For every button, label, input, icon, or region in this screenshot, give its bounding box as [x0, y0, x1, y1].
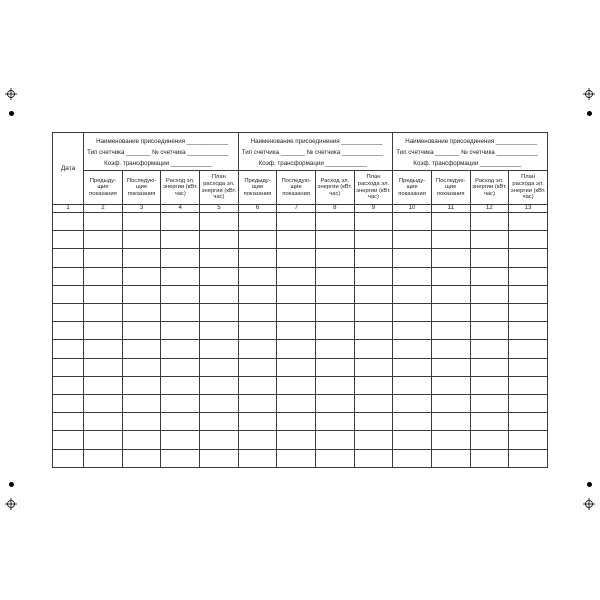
reading-entry-cell[interactable] — [84, 322, 123, 340]
reading-entry-cell[interactable] — [84, 304, 123, 322]
reading-entry-cell[interactable] — [315, 231, 354, 249]
reading-entry-cell[interactable] — [161, 449, 200, 467]
reading-entry-cell[interactable] — [238, 376, 277, 394]
reading-entry-cell[interactable] — [470, 304, 509, 322]
readings-body — [53, 213, 548, 468]
reading-entry-cell[interactable] — [122, 449, 161, 467]
column-number: 12 — [470, 205, 509, 213]
reading-entry-cell[interactable] — [509, 395, 548, 413]
registration-dot-icon — [9, 111, 14, 116]
reading-entry-cell[interactable] — [122, 267, 161, 285]
reading-entry-cell[interactable] — [393, 249, 432, 267]
reading-entry-cell[interactable] — [315, 267, 354, 285]
reading-entry-cell[interactable] — [315, 213, 354, 231]
reading-entry-cell[interactable] — [354, 285, 393, 303]
reading-entry-cell[interactable] — [238, 395, 277, 413]
reading-entry-cell[interactable] — [200, 249, 239, 267]
registration-dot-icon — [587, 111, 592, 116]
reading-entry-cell[interactable] — [509, 285, 548, 303]
table-row — [53, 395, 548, 413]
reading-entry-cell[interactable] — [238, 340, 277, 358]
reading-entry-cell[interactable] — [277, 395, 316, 413]
meter-type-line: Тип счетчика _______ № счетчика ____________ — [396, 149, 538, 156]
reading-entry-cell[interactable] — [509, 322, 548, 340]
previous-readings-header: Предыду-щие показания — [84, 171, 123, 205]
reading-entry-cell[interactable] — [354, 376, 393, 394]
reading-entry-cell[interactable] — [84, 358, 123, 376]
meter-readings-table — [52, 132, 548, 468]
date-entry-cell[interactable] — [53, 340, 84, 358]
table-row — [53, 358, 548, 376]
reading-entry-cell[interactable] — [393, 285, 432, 303]
column-number: 6 — [238, 205, 277, 213]
planned-consumption-header: План расхода эл. энергии (кВт. час) — [354, 171, 393, 205]
reading-entry-cell[interactable] — [354, 231, 393, 249]
energy-consumption-header: Расход эл. энергии (кВт. час) — [470, 171, 509, 205]
previous-readings-header: Предыду-щие показания — [393, 171, 432, 205]
reading-entry-cell[interactable] — [315, 249, 354, 267]
reading-entry-cell[interactable] — [393, 213, 432, 231]
crosshair-mark-icon — [583, 498, 595, 510]
reading-entry-cell[interactable] — [315, 449, 354, 467]
reading-entry-cell[interactable] — [200, 213, 239, 231]
connection-name-line: Наименование присоединения ____________ — [96, 138, 229, 145]
reading-entry-cell[interactable] — [354, 322, 393, 340]
reading-entry-cell[interactable] — [431, 249, 470, 267]
reading-entry-cell[interactable] — [200, 322, 239, 340]
reading-entry-cell[interactable] — [277, 358, 316, 376]
reading-entry-cell[interactable] — [122, 249, 161, 267]
table-row — [53, 449, 548, 467]
reading-entry-cell[interactable] — [354, 267, 393, 285]
reading-entry-cell[interactable] — [238, 413, 277, 431]
reading-entry-cell[interactable] — [277, 231, 316, 249]
reading-entry-cell[interactable] — [277, 340, 316, 358]
table-row — [53, 249, 548, 267]
column-number: 2 — [84, 205, 123, 213]
reading-entry-cell[interactable] — [277, 267, 316, 285]
table-row — [53, 376, 548, 394]
reading-entry-cell[interactable] — [122, 340, 161, 358]
reading-entry-cell[interactable] — [509, 413, 548, 431]
reading-entry-cell[interactable] — [315, 285, 354, 303]
column-number: 13 — [509, 205, 548, 213]
registration-dot-icon — [9, 482, 14, 487]
reading-entry-cell[interactable] — [393, 340, 432, 358]
next-readings-header: Последую-щие показания — [122, 171, 161, 205]
date-entry-cell[interactable] — [53, 231, 84, 249]
reading-entry-cell[interactable] — [161, 395, 200, 413]
reading-entry-cell[interactable] — [238, 267, 277, 285]
reading-entry-cell[interactable] — [277, 249, 316, 267]
reading-entry-cell[interactable] — [431, 267, 470, 285]
table-row — [53, 340, 548, 358]
reading-entry-cell[interactable] — [84, 340, 123, 358]
reading-entry-cell[interactable] — [509, 267, 548, 285]
reading-entry-cell[interactable] — [84, 231, 123, 249]
reading-entry-cell[interactable] — [161, 267, 200, 285]
reading-entry-cell[interactable] — [354, 340, 393, 358]
date-entry-cell[interactable] — [53, 249, 84, 267]
table-row — [53, 431, 548, 449]
date-entry-cell[interactable] — [53, 304, 84, 322]
reading-entry-cell[interactable] — [238, 231, 277, 249]
reading-entry-cell[interactable] — [200, 304, 239, 322]
reading-entry-cell[interactable] — [238, 304, 277, 322]
table-row — [53, 267, 548, 285]
date-entry-cell[interactable] — [53, 285, 84, 303]
reading-entry-cell[interactable] — [315, 304, 354, 322]
reading-entry-cell[interactable] — [200, 285, 239, 303]
column-number: 8 — [315, 205, 354, 213]
reading-entry-cell[interactable] — [277, 285, 316, 303]
reading-entry-cell[interactable] — [393, 322, 432, 340]
crosshair-mark-icon — [5, 88, 17, 100]
reading-entry-cell[interactable] — [122, 358, 161, 376]
reading-entry-cell[interactable] — [509, 304, 548, 322]
reading-entry-cell[interactable] — [470, 340, 509, 358]
reading-entry-cell[interactable] — [161, 358, 200, 376]
column-number: 4 — [161, 205, 200, 213]
reading-entry-cell[interactable] — [122, 285, 161, 303]
reading-entry-cell[interactable] — [431, 340, 470, 358]
crosshair-mark-icon — [583, 88, 595, 100]
connection-name-line: Наименование присоединения ____________ — [250, 138, 383, 145]
reading-entry-cell[interactable] — [393, 267, 432, 285]
reading-entry-cell[interactable] — [509, 249, 548, 267]
reading-entry-cell[interactable] — [122, 322, 161, 340]
reading-entry-cell[interactable] — [354, 358, 393, 376]
reading-entry-cell[interactable] — [470, 413, 509, 431]
column-number: 9 — [354, 205, 393, 213]
reading-entry-cell[interactable] — [470, 249, 509, 267]
reading-entry-cell[interactable] — [470, 231, 509, 249]
reading-entry-cell[interactable] — [84, 395, 123, 413]
reading-entry-cell[interactable] — [431, 304, 470, 322]
date-entry-cell[interactable] — [53, 267, 84, 285]
column-number: 7 — [277, 205, 316, 213]
reading-entry-cell[interactable] — [277, 449, 316, 467]
reading-entry-cell[interactable] — [509, 231, 548, 249]
table-row — [53, 413, 548, 431]
date-entry-cell[interactable] — [53, 213, 84, 231]
reading-entry-cell[interactable] — [161, 213, 200, 231]
registration-dot-icon — [587, 482, 592, 487]
reading-entry-cell[interactable] — [470, 285, 509, 303]
reading-entry-cell[interactable] — [393, 395, 432, 413]
reading-entry-cell[interactable] — [200, 413, 239, 431]
reading-entry-cell[interactable] — [277, 376, 316, 394]
column-number: 5 — [200, 205, 239, 213]
reading-entry-cell[interactable] — [277, 431, 316, 449]
planned-consumption-header: План расхода эл. энергии (кВт. час) — [509, 171, 548, 205]
energy-consumption-header: Расход эл. энергии (кВт. час) — [161, 171, 200, 205]
reading-entry-cell[interactable] — [354, 449, 393, 467]
reading-entry-cell[interactable] — [161, 322, 200, 340]
reading-entry-cell[interactable] — [431, 213, 470, 231]
reading-entry-cell[interactable] — [84, 285, 123, 303]
reading-entry-cell[interactable] — [122, 231, 161, 249]
next-readings-header: Последую-щие показания — [431, 171, 470, 205]
crosshair-mark-icon — [5, 498, 17, 510]
reading-entry-cell[interactable] — [431, 358, 470, 376]
reading-entry-cell[interactable] — [470, 395, 509, 413]
reading-entry-cell[interactable] — [393, 304, 432, 322]
reading-entry-cell[interactable] — [315, 413, 354, 431]
reading-entry-cell[interactable] — [238, 322, 277, 340]
reading-entry-cell[interactable] — [238, 213, 277, 231]
reading-entry-cell[interactable] — [509, 376, 548, 394]
reading-entry-cell[interactable] — [393, 376, 432, 394]
next-readings-header: Последую-щие показания — [277, 171, 316, 205]
reading-entry-cell[interactable] — [277, 413, 316, 431]
reading-entry-cell[interactable] — [200, 358, 239, 376]
column-number: 1 — [53, 205, 84, 213]
reading-entry-cell[interactable] — [122, 376, 161, 394]
reading-entry-cell[interactable] — [122, 213, 161, 231]
reading-entry-cell[interactable] — [315, 431, 354, 449]
table-row — [53, 231, 548, 249]
energy-consumption-header: Расход эл. энергии (кВт. час) — [315, 171, 354, 205]
reading-entry-cell[interactable] — [470, 376, 509, 394]
reading-entry-cell[interactable] — [161, 231, 200, 249]
reading-entry-cell[interactable] — [122, 413, 161, 431]
reading-entry-cell[interactable] — [277, 322, 316, 340]
reading-entry-cell[interactable] — [161, 340, 200, 358]
reading-entry-cell[interactable] — [354, 395, 393, 413]
reading-entry-cell[interactable] — [354, 304, 393, 322]
reading-entry-cell[interactable] — [238, 358, 277, 376]
reading-entry-cell[interactable] — [354, 249, 393, 267]
date-column-header: Дата — [53, 133, 84, 205]
reading-entry-cell[interactable] — [431, 285, 470, 303]
reading-entry-cell[interactable] — [161, 285, 200, 303]
reading-entry-cell[interactable] — [200, 431, 239, 449]
planned-consumption-header: План расхода эл. энергии (кВт. час) — [200, 171, 239, 205]
reading-entry-cell[interactable] — [238, 431, 277, 449]
reading-entry-cell[interactable] — [431, 413, 470, 431]
transformation-coef-line: Коэф. трансформации ____________ — [413, 160, 522, 167]
reading-entry-cell[interactable] — [470, 322, 509, 340]
date-entry-cell[interactable] — [53, 431, 84, 449]
reading-entry-cell[interactable] — [431, 449, 470, 467]
reading-entry-cell[interactable] — [393, 449, 432, 467]
connection-header-group-1 — [84, 133, 239, 171]
column-number: 11 — [431, 205, 470, 213]
reading-entry-cell[interactable] — [393, 358, 432, 376]
reading-entry-cell[interactable] — [84, 249, 123, 267]
reading-entry-cell[interactable] — [315, 376, 354, 394]
reading-entry-cell[interactable] — [200, 395, 239, 413]
date-entry-cell[interactable] — [53, 376, 84, 394]
reading-entry-cell[interactable] — [161, 249, 200, 267]
meter-type-line: Тип счетчика _______ № счетчика ____________ — [87, 149, 229, 156]
reading-entry-cell[interactable] — [470, 431, 509, 449]
reading-entry-cell[interactable] — [315, 395, 354, 413]
reading-entry-cell[interactable] — [161, 376, 200, 394]
reading-entry-cell[interactable] — [470, 213, 509, 231]
connection-header-group-3 — [393, 133, 548, 171]
transformation-coef-line: Коэф. трансформации ____________ — [258, 160, 367, 167]
reading-entry-cell[interactable] — [200, 376, 239, 394]
reading-entry-cell[interactable] — [277, 304, 316, 322]
connection-name-line: Наименование присоединения ____________ — [405, 138, 538, 145]
reading-entry-cell[interactable] — [431, 322, 470, 340]
date-entry-cell[interactable] — [53, 395, 84, 413]
table-row — [53, 213, 548, 231]
reading-entry-cell[interactable] — [238, 449, 277, 467]
reading-entry-cell[interactable] — [315, 358, 354, 376]
reading-entry-cell[interactable] — [354, 413, 393, 431]
reading-entry-cell[interactable] — [509, 431, 548, 449]
reading-entry-cell[interactable] — [354, 213, 393, 231]
reading-entry-cell[interactable] — [470, 267, 509, 285]
reading-entry-cell[interactable] — [509, 340, 548, 358]
table-row — [53, 285, 548, 303]
reading-entry-cell[interactable] — [470, 358, 509, 376]
reading-entry-cell[interactable] — [200, 267, 239, 285]
reading-entry-cell[interactable] — [84, 376, 123, 394]
reading-entry-cell[interactable] — [393, 431, 432, 449]
transformation-coef-line: Коэф. трансформации ____________ — [104, 160, 213, 167]
reading-entry-cell[interactable] — [84, 431, 123, 449]
reading-entry-cell[interactable] — [315, 340, 354, 358]
column-number: 3 — [122, 205, 161, 213]
reading-entry-cell[interactable] — [161, 431, 200, 449]
meter-type-line: Тип счетчика _______ № счетчика ____________ — [241, 149, 384, 156]
reading-entry-cell[interactable] — [315, 322, 354, 340]
date-entry-cell[interactable] — [53, 322, 84, 340]
reading-entry-cell[interactable] — [200, 231, 239, 249]
reading-entry-cell[interactable] — [84, 413, 123, 431]
reading-entry-cell[interactable] — [393, 231, 432, 249]
reading-entry-cell[interactable] — [431, 376, 470, 394]
table-row — [53, 322, 548, 340]
date-entry-cell[interactable] — [53, 358, 84, 376]
column-number: 10 — [393, 205, 432, 213]
reading-entry-cell[interactable] — [200, 449, 239, 467]
reading-entry-cell[interactable] — [431, 395, 470, 413]
reading-entry-cell[interactable] — [470, 449, 509, 467]
reading-entry-cell[interactable] — [161, 304, 200, 322]
reading-entry-cell[interactable] — [509, 449, 548, 467]
reading-entry-cell[interactable] — [161, 413, 200, 431]
date-entry-cell[interactable] — [53, 413, 84, 431]
date-entry-cell[interactable] — [53, 449, 84, 467]
reading-entry-cell[interactable] — [122, 395, 161, 413]
reading-entry-cell[interactable] — [200, 340, 239, 358]
previous-readings-header: Предыду-щие показания — [238, 171, 277, 205]
reading-entry-cell[interactable] — [122, 431, 161, 449]
reading-entry-cell[interactable] — [509, 358, 548, 376]
reading-entry-cell[interactable] — [431, 431, 470, 449]
reading-entry-cell[interactable] — [122, 304, 161, 322]
reading-entry-cell[interactable] — [84, 449, 123, 467]
reading-entry-cell[interactable] — [84, 213, 123, 231]
reading-entry-cell[interactable] — [277, 213, 316, 231]
reading-entry-cell[interactable] — [509, 213, 548, 231]
reading-entry-cell[interactable] — [354, 431, 393, 449]
connection-header-group-2 — [238, 133, 393, 171]
column-number-row — [53, 205, 548, 213]
reading-entry-cell[interactable] — [238, 249, 277, 267]
reading-entry-cell[interactable] — [238, 285, 277, 303]
reading-entry-cell[interactable] — [431, 231, 470, 249]
reading-entry-cell[interactable] — [393, 413, 432, 431]
table-row — [53, 304, 548, 322]
reading-entry-cell[interactable] — [84, 267, 123, 285]
